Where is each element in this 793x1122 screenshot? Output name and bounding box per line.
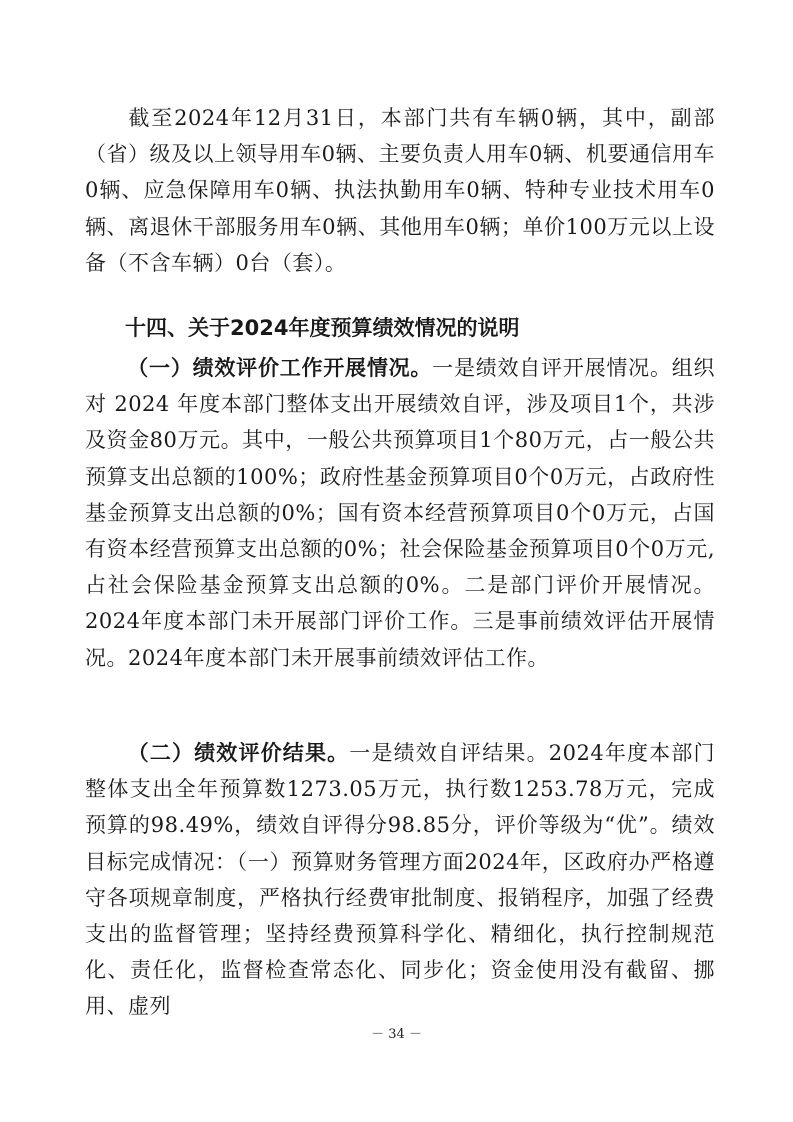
paragraph-evaluation-result xyxy=(85,735,715,1025)
paragraph-vehicles xyxy=(85,100,715,281)
section-heading: 十四、关于2024年度预算绩效情况的说明 xyxy=(125,316,520,340)
paragraph-evaluation-result-text: 一是绩效自评结果。2024年度本部门整体支出全年预算数1273.05万元，执行数1253.78万元，完成预算的98.49%，绩效自评得分98.85分，评价等级为“优”。绩效目标完成情况：（一）预算财务管理方面2024年，区政府办严格遵守各项规章制度，严格执行经费审批制度、报销程序，加强了经费支出的监督管理；坚持经费预算科学化、精细化，执行控制规范化、责任化，监督检查常态化、同步化；资金使用没有截留、挪用、虚列 xyxy=(85,741,715,1019)
sub-heading-evaluation-result: （二）绩效评价结果。 xyxy=(127,741,350,765)
paragraph-evaluation-work-text: 一是绩效自评开展情况。组织对 2024 年度本部门整体支出开展绩效自评，涉及项目1个，共涉及资金80万元。其中，一般公共预算项目1个80万元，占一般公共预算支出总额的100%；政府性基金预算项目0个0万元，占政府性基金预算支出总额的0%；国有资本经营预算项目0个0万元，占国有资本经营预算支出总额的0%；社会保险基金预算项目0个0万元,占社会保险基金预算支出总额的0%。二是部门评价开展情况。2024年度本部门未开展部门评价工作。三是事前绩效评估开展情况。2024年度本部门未开展事前绩效评估工作。 xyxy=(85,356,716,670)
page-number: － 34 － xyxy=(371,1027,422,1042)
paragraph-evaluation-work xyxy=(85,350,715,676)
paragraph-vehicles-text: 截至2024年12月31日，本部门共有车辆0辆，其中，副部（省）级及以上领导用车0辆、主要负责人用车0辆、机要通信用车0辆、应急保障用车0辆、执法执勤用车0辆、特种专业技术用车0辆、离退休干部服务用车0辆、其他用车0辆；单价100万元以上设备（不含车辆）0台（套）。 xyxy=(85,106,715,275)
sub-heading-evaluation-work: （一）绩效评价工作开展情况。 xyxy=(127,356,433,380)
